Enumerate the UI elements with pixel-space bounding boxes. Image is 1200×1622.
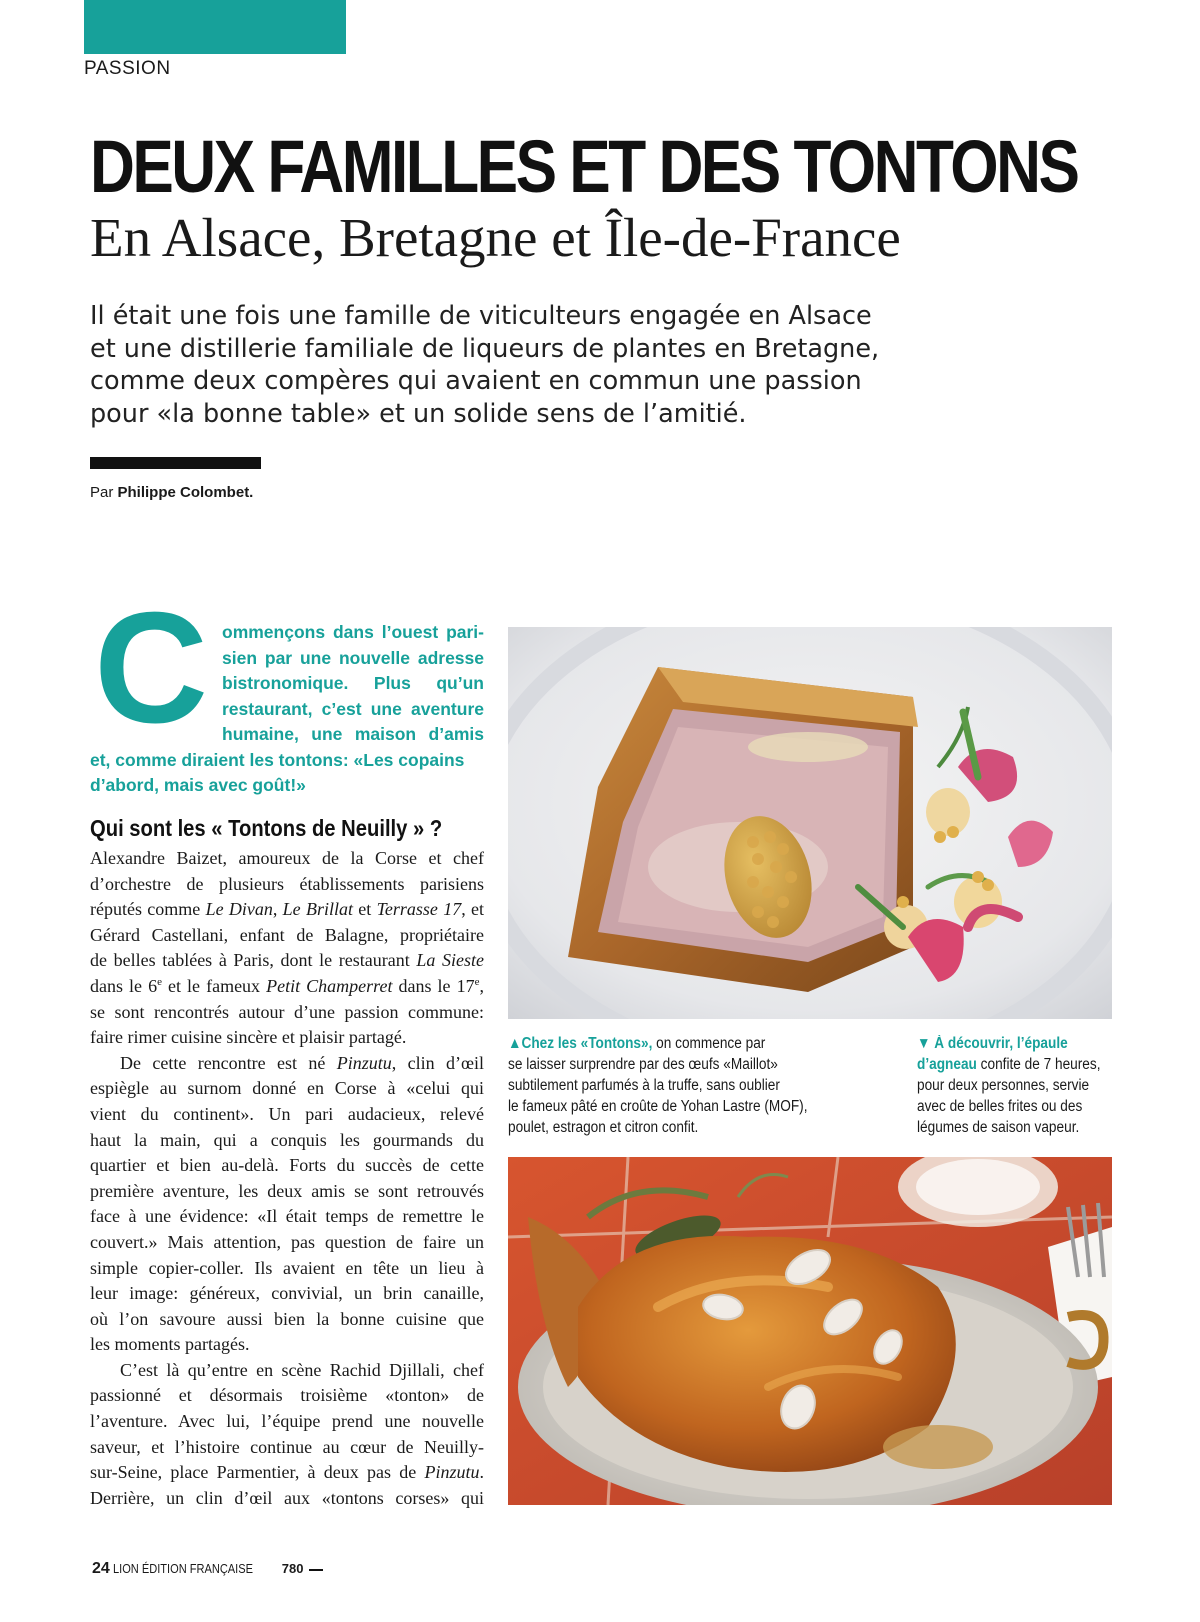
body-line: simple copier-coller. Ils avaient en tête un lieu à bbox=[90, 1257, 484, 1278]
body-line: les moments partagés. bbox=[90, 1334, 250, 1355]
page-footer bbox=[92, 1560, 323, 1578]
issue-number: 780 bbox=[281, 1561, 304, 1576]
body-line: espiègle au surnom donné en Corse à «celui qui bbox=[90, 1078, 484, 1099]
photo-pate-en-croute bbox=[508, 627, 1112, 1019]
intro-line: pour «la bonne table» et un solide sens de l’amitié. bbox=[90, 398, 747, 429]
body-line: Alexandre Baizet, amoureux de la Corse et chef bbox=[90, 848, 484, 868]
intro-line: et une distillerie familiale de liqueurs de plantes en Bretagne, bbox=[90, 333, 880, 364]
body-line: sur-Seine, place Parmentier, à deux pas de Pinzutu. bbox=[90, 1462, 484, 1483]
body-line: couvert.» Mais attention, pas question de faire un bbox=[90, 1231, 484, 1252]
body-line: face à une évidence: «Il était temps de remettre le bbox=[90, 1206, 484, 1227]
caption-line: se laisser surprendre par des œufs «Maillot» bbox=[508, 1056, 778, 1073]
byline bbox=[90, 484, 253, 501]
byline-prefix: Par bbox=[90, 484, 114, 501]
photo-caption-agneau bbox=[917, 1033, 1100, 1138]
body-line: De cette rencontre est né Pinzutu, clin d’œil bbox=[120, 1052, 484, 1073]
page-number: 24 bbox=[92, 1560, 110, 1577]
body-line: première aventure, les deux amis se sont retrouvés bbox=[90, 1180, 484, 1201]
caption-line bbox=[508, 1033, 808, 1054]
body-line: passionné et désormais troisième «tonton» de bbox=[90, 1385, 484, 1406]
lead-line: humaine, une maison d’amis bbox=[222, 724, 484, 744]
body-line: C’est là qu’entre en scène Rachid Djillali, chef bbox=[120, 1359, 484, 1380]
lead-line: restaurant, c’est une aventure bbox=[222, 698, 484, 719]
photo-epaule-agneau bbox=[508, 1157, 1112, 1505]
caption-line: avec de belles frites ou des bbox=[917, 1098, 1083, 1115]
rubric-color-bar bbox=[84, 0, 346, 54]
article-subtitle: En Alsace, Bretagne et Île-de-France bbox=[90, 207, 901, 268]
photo-caption-pate bbox=[508, 1033, 808, 1138]
caption-highlight: d’agneau bbox=[917, 1056, 977, 1073]
lead-line: et, comme diraient les tontons: «Les copains bbox=[90, 749, 465, 770]
article-intro bbox=[90, 300, 910, 430]
body-line: où l’on savoure aussi bien la bonne cuisine que bbox=[90, 1308, 484, 1329]
article-body bbox=[90, 846, 484, 1511]
caption-highlight: ▲Chez les «Tontons», bbox=[508, 1035, 653, 1052]
lead-paragraph bbox=[90, 620, 484, 799]
caption-text: on commence par bbox=[652, 1035, 766, 1052]
intro-line: comme deux compères qui avaient en commun une passion bbox=[90, 366, 862, 396]
caption-text: confite de 7 heures, bbox=[976, 1056, 1101, 1073]
caption-line: pour deux personnes, servie bbox=[917, 1077, 1090, 1094]
body-line: quartier et bien au-delà. Forts du succès de cette bbox=[90, 1155, 484, 1176]
caption-line: légumes de saison vapeur. bbox=[917, 1119, 1080, 1136]
body-line: vient du continent». Un pari audacieux, relevé bbox=[90, 1103, 484, 1124]
body-line: l’aventure. Avec lui, l’équipe prend une nouvelle bbox=[90, 1411, 484, 1432]
lead-line: ommençons dans l’ouest pari- bbox=[222, 622, 484, 642]
body-line: saveur, et l’histoire continue au cœur de Neuilly- bbox=[90, 1436, 484, 1457]
caption-highlight: ▼ À découvrir, l’épaule bbox=[917, 1035, 1068, 1052]
article-title: DEUX FAMILLES ET DES TONTONS bbox=[90, 125, 1078, 208]
body-line: faire rimer cuisine sincère et plaisir partagé. bbox=[90, 1027, 407, 1048]
section-heading: Qui sont les « Tontons de Neuilly » ? bbox=[90, 815, 443, 841]
body-line: d’orchestre de plusieurs établissements parisiens bbox=[90, 873, 484, 894]
body-line: de belles tablées à Paris, dont le restaurant La Sieste bbox=[90, 950, 484, 971]
body-line: dans le 6e et le fameux Petit Champerret dans le 17e, bbox=[90, 975, 484, 996]
body-line: Derrière, un clin d’œil aux «tontons corses» qui bbox=[90, 1487, 484, 1508]
footer-dash bbox=[309, 1569, 323, 1571]
lead-line: d’abord, mais avec goût!» bbox=[90, 775, 306, 795]
body-line: leur image: généreux, convivial, un brin canaille, bbox=[90, 1283, 484, 1304]
magazine-name: LION ÉDITION FRANÇAISE bbox=[113, 1561, 254, 1576]
caption-line: poulet, estragon et citron confit. bbox=[508, 1119, 699, 1136]
byline-author: Philippe Colombet. bbox=[117, 484, 254, 501]
lead-line: sien par une nouvelle adresse bbox=[222, 647, 484, 668]
intro-line: Il était une fois une famille de viticulteurs engagée en Alsace bbox=[90, 301, 872, 331]
body-line: haut la main, qui a conquis les gourmands du bbox=[90, 1129, 484, 1150]
caption-line: subtilement parfumés à la truffe, sans oublier bbox=[508, 1077, 780, 1094]
lead-line: bistronomique. Plus qu’un bbox=[222, 673, 484, 693]
caption-line bbox=[917, 1054, 1100, 1075]
body-line: réputés comme Le Divan, Le Brillat et Terrasse 17, et bbox=[90, 899, 485, 920]
drop-cap-glyph: C bbox=[94, 604, 209, 734]
body-line: Gérard Castellani, enfant de Balagne, propriétaire bbox=[90, 924, 484, 945]
caption-line: le fameux pâté en croûte de Yohan Lastre (MOF), bbox=[508, 1098, 808, 1115]
rubric-label: PASSION bbox=[84, 58, 171, 79]
body-line: se sont rencontrés autour d’une passion commune: bbox=[90, 1001, 484, 1022]
divider-rule bbox=[90, 457, 261, 469]
